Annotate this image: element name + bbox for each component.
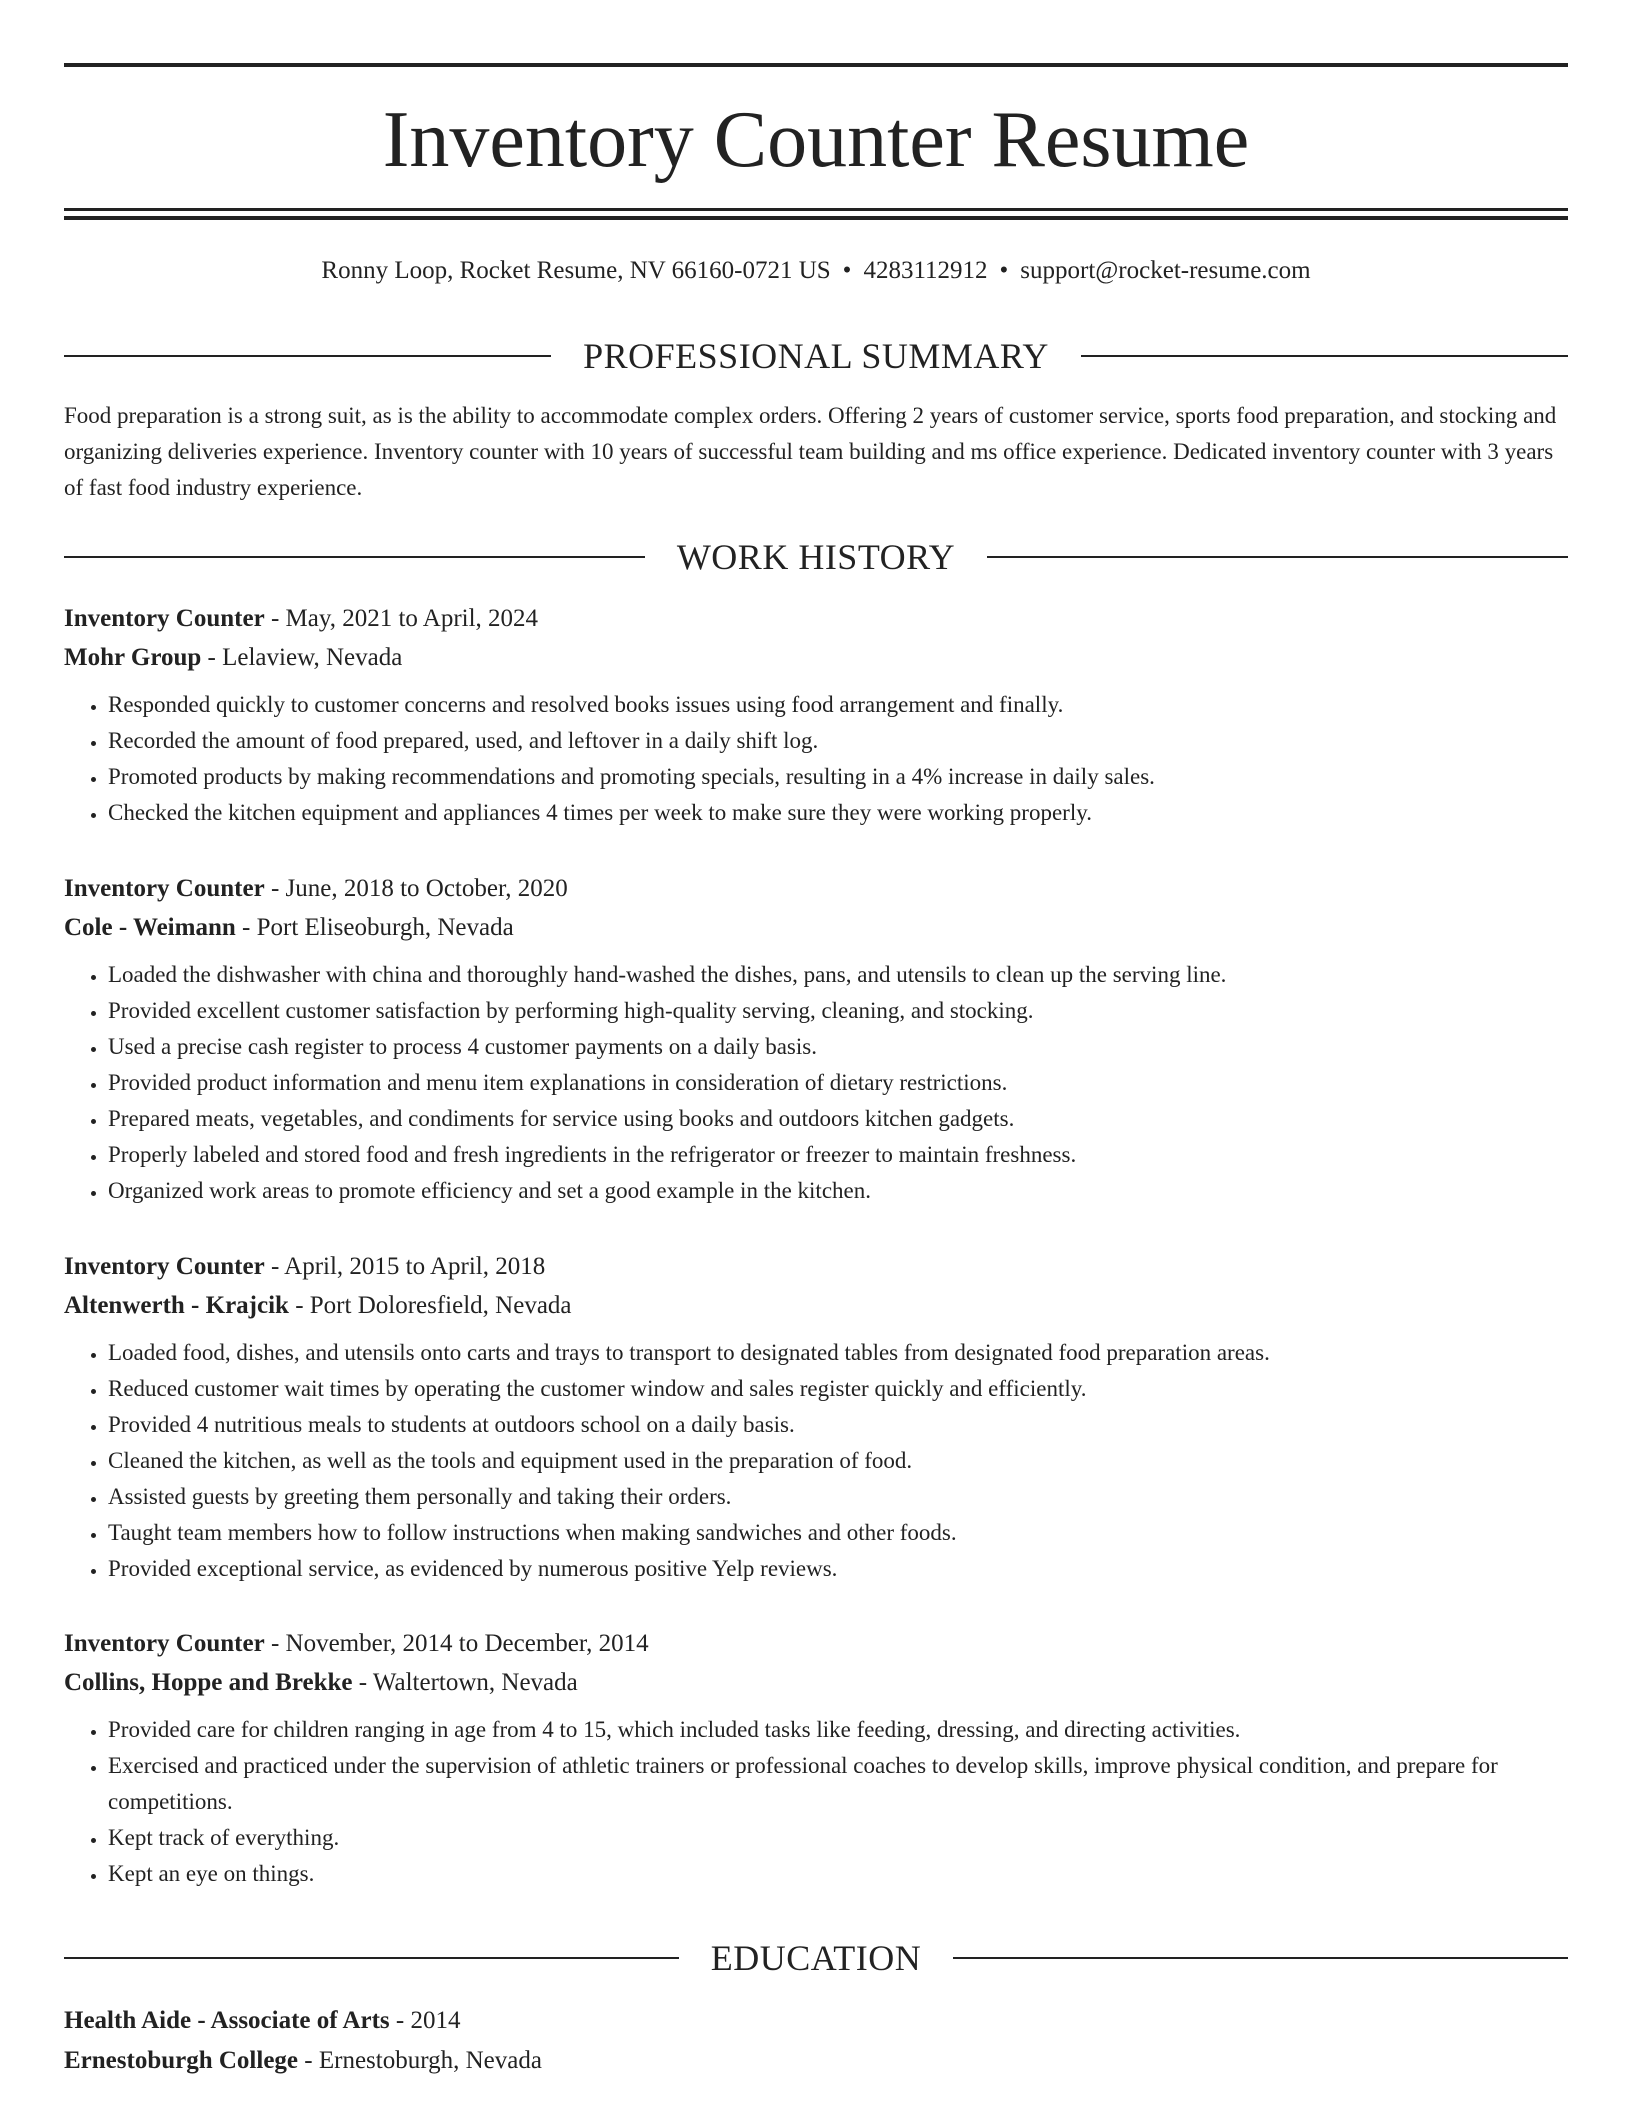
heading-rule-right [953, 1957, 1568, 1959]
job-company: Collins, Hoppe and Brekke [64, 1669, 353, 1696]
job-entry [64, 1247, 1568, 1587]
job-title: Inventory Counter [64, 875, 265, 902]
job-company: Altenwerth - Krajcik [64, 1292, 289, 1319]
section-heading-label: WORK HISTORY [676, 537, 956, 577]
job-bullet: • Prepared meats, vegetables, and condiments for service using books and outdoors kitchen gadgets. [108, 1101, 1568, 1137]
resume-title: Inventory Counter Resume [382, 96, 1250, 184]
job-bullet: • Provided care for children ranging in age from 4 to 15, which included tasks like feeding, dressing, and directing activities. [108, 1712, 1568, 1748]
section-heading-label: PROFESSIONAL SUMMARY [583, 336, 1049, 376]
heading-rule-left [64, 556, 645, 558]
heading-rule-right [1081, 355, 1568, 357]
section-heading-work [64, 537, 1568, 577]
job-bullet: • Reduced customer wait times by operating the customer window and sales register quickly and efficiently. [108, 1371, 1568, 1407]
job-bullet: • Loaded the dishwasher with china and thoroughly hand-washed the dishes, pans, and utensils to clean up the serving line. [108, 957, 1568, 993]
job-bullet: • Loaded food, dishes, and utensils onto carts and trays to transport to designated tables from designated food preparation areas. [108, 1335, 1568, 1371]
education-degree-line [64, 2001, 1568, 2041]
job-bullet: • Taught team members how to follow instructions when making sandwiches and other foods. [108, 1515, 1568, 1551]
job-bullet: • Provided excellent customer satisfaction by performing high-quality serving, cleaning, and stocking. [108, 993, 1568, 1029]
heading-rule-left [64, 355, 551, 357]
job-bullets [64, 1335, 1568, 1587]
job-location: - Lelaview, Nevada [201, 644, 403, 671]
job-bullets [64, 687, 1568, 831]
job-company: Mohr Group [64, 644, 202, 671]
heading-rule-right [987, 556, 1568, 558]
job-title: Inventory Counter [64, 605, 265, 632]
job-bullet: • Kept track of everything. [108, 1820, 1568, 1856]
education-school: Ernestoburgh College [64, 2047, 299, 2074]
job-bullet: • Provided 4 nutritious meals to students at outdoors school on a daily basis. [108, 1407, 1568, 1443]
job-bullets [64, 1712, 1568, 1892]
contact-email: support@rocket-resume.com [1020, 257, 1311, 284]
contact-address: Ronny Loop, Rocket Resume, NV 66160-0721 US [321, 257, 831, 284]
top-rule [64, 63, 1568, 67]
job-dates: - June, 2018 to October, 2020 [264, 875, 568, 902]
job-bullet: • Provided exceptional service, as evidenced by numerous positive Yelp reviews. [108, 1551, 1568, 1587]
job-bullet: • Provided product information and menu item explanations in consideration of dietary restrictions. [108, 1065, 1568, 1101]
job-bullet: • Assisted guests by greeting them personally and taking their orders. [108, 1479, 1568, 1515]
job-bullet: • Kept an eye on things. [108, 1856, 1568, 1892]
job-company-line [64, 1663, 1568, 1702]
contact-line [64, 254, 1568, 288]
job-title-line [64, 1624, 1568, 1663]
job-company-line [64, 908, 1568, 947]
contact-phone: 4283112912 [863, 257, 988, 284]
job-title-line [64, 869, 1568, 908]
job-bullet: • Promoted products by making recommendations and promoting specials, resulting in a 4% increase in daily sales. [108, 759, 1568, 795]
job-company-line [64, 1286, 1568, 1325]
job-title-line [64, 1247, 1568, 1286]
job-company-line [64, 638, 1568, 677]
job-bullets [64, 957, 1568, 1209]
job-title-line [64, 599, 1568, 638]
job-bullet: • Properly labeled and stored food and fresh ingredients in the refrigerator or freezer to maintain freshness. [108, 1137, 1568, 1173]
section-heading-label: EDUCATION [710, 1938, 922, 1978]
job-title: Inventory Counter [64, 1253, 265, 1280]
education-location: - Ernestoburgh, Nevada [298, 2047, 542, 2074]
contact-separator: • [842, 257, 852, 284]
job-entry [64, 1624, 1568, 1892]
job-bullet: • Responded quickly to customer concerns and resolved books issues using food arrangement and finally. [108, 687, 1568, 723]
contact-separator: • [999, 257, 1009, 284]
job-entry [64, 599, 1568, 831]
job-location: - Port Eliseoburgh, Nevada [235, 914, 514, 941]
section-heading-summary [64, 336, 1568, 376]
job-entry [64, 869, 1568, 1209]
job-bullet: • Cleaned the kitchen, as well as the tools and equipment used in the preparation of food. [108, 1443, 1568, 1479]
job-title: Inventory Counter [64, 1630, 265, 1657]
title-rule-upper [64, 208, 1568, 211]
job-bullet: • Exercised and practiced under the supervision of athletic trainers or professional coaches to develop skills, improve physical condition, and prepare for competitions. [108, 1748, 1568, 1820]
job-location: - Waltertown, Nevada [352, 1669, 578, 1696]
job-company: Cole - Weimann [64, 914, 236, 941]
job-bullet: • Used a precise cash register to process 4 customer payments on a daily basis. [108, 1029, 1568, 1065]
job-dates: - May, 2021 to April, 2024 [264, 605, 539, 632]
heading-rule-left [64, 1957, 679, 1959]
section-heading-education [64, 1938, 1568, 1978]
education-degree: Health Aide - Associate of Arts [64, 2007, 390, 2034]
education-year: - 2014 [389, 2007, 461, 2034]
job-dates: - April, 2015 to April, 2018 [264, 1253, 546, 1280]
job-bullet: • Recorded the amount of food prepared, used, and leftover in a daily shift log. [108, 723, 1568, 759]
job-dates: - November, 2014 to December, 2014 [264, 1630, 649, 1657]
education-school-line [64, 2041, 1568, 2081]
education-entry [64, 2001, 1568, 2081]
title-rule-lower [64, 216, 1568, 220]
job-bullet: • Organized work areas to promote efficiency and set a good example in the kitchen. [108, 1173, 1568, 1209]
job-location: - Port Doloresfield, Nevada [288, 1292, 572, 1319]
job-bullet: • Checked the kitchen equipment and appliances 4 times per week to make sure they were working properly. [108, 795, 1568, 831]
professional-summary-text: Food preparation is a strong suit, as is the ability to accommodate complex orders. Offering 2 years of customer service, sports food preparation, and stocking and organizing deliveries experience. Inventory counter with 10 years of successful team building and ms office experience. Dedicated inventory counter with 3 years of fast food industry experience. [64, 403, 1557, 500]
